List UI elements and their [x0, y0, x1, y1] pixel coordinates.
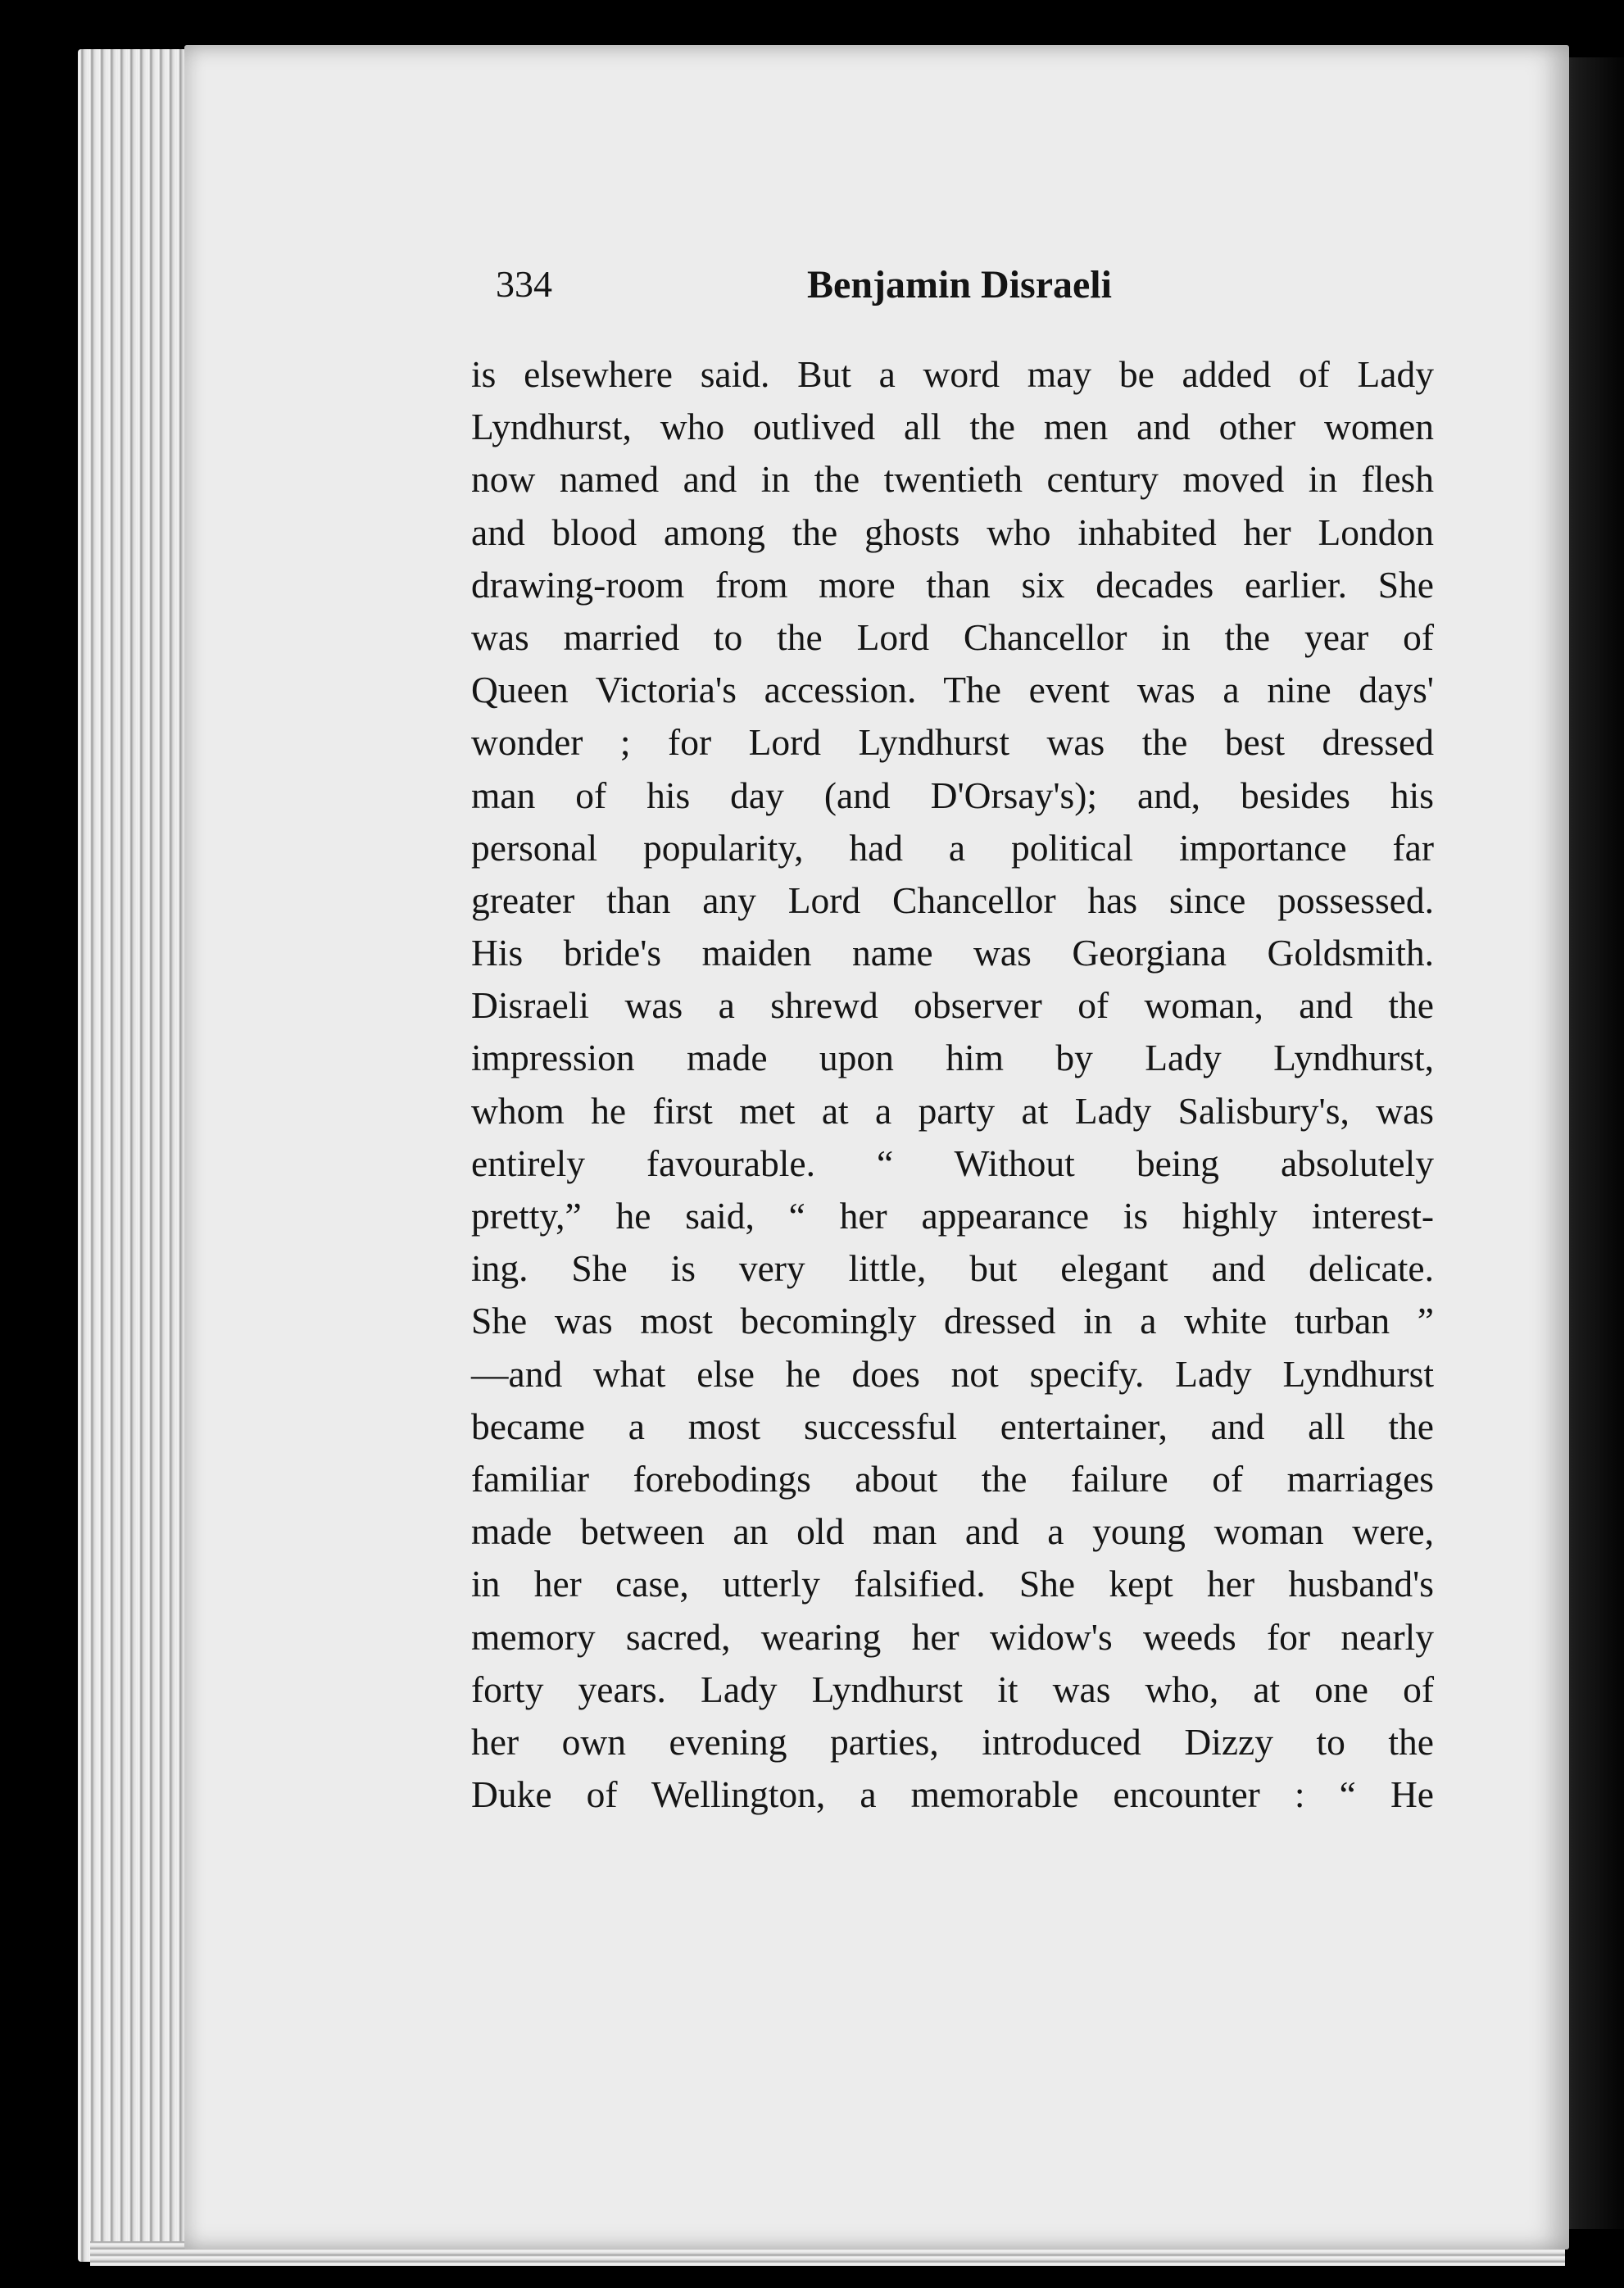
text-line: wonder ; for Lord Lyndhurst was the best dressed — [471, 721, 1434, 764]
text-line: Queen Victoria's accession. The event was a nine days' — [471, 669, 1434, 711]
page-header — [496, 262, 1430, 320]
text-line: She was most becomingly dressed in a white turban ” — [471, 1300, 1434, 1342]
text-line: pretty,” he said, “ her appearance is highly interest- — [471, 1195, 1434, 1237]
text-line: became a most successful entertainer, and all the — [471, 1405, 1434, 1447]
text-line: was married to the Lord Chancellor in the year of — [471, 615, 1434, 658]
text-line: memory sacred, wearing her widow's weeds for nearly — [471, 1615, 1434, 1658]
text-line: personal popularity, had a political importance far — [471, 826, 1434, 869]
text-line: greater than any Lord Chancellor has since possessed. — [471, 878, 1434, 921]
text-line: Disraeli was a shrewd observer of woman, and the — [471, 984, 1434, 1027]
text-line: forty years. Lady Lyndhurst it was who, at one of — [471, 1668, 1434, 1710]
text-line: drawing-room from more than six decades earlier. She — [471, 563, 1434, 606]
text-line: and blood among the ghosts who inhabited her London — [471, 511, 1434, 553]
text-line: entirely favourable. “ Without being absolutely — [471, 1142, 1434, 1184]
text-line: impression made upon him by Lady Lyndhurst, — [471, 1037, 1434, 1079]
text-line: Lyndhurst, who outlived all the men and other women — [471, 406, 1434, 448]
text-line: in her case, utterly falsified. She kept her husband's — [471, 1563, 1434, 1605]
text-line: His bride's maiden name was Georgiana Goldsmith. — [471, 932, 1434, 974]
text-line: is elsewhere said. But a word may be added of Lady — [471, 353, 1434, 395]
text-line: man of his day (and D'Orsay's); and, besides his — [471, 774, 1434, 816]
page-number: 334 — [496, 263, 552, 305]
body-text — [471, 348, 1434, 1821]
text-line: now named and in the twentieth century moved in flesh — [471, 458, 1434, 501]
text-line: familiar forebodings about the failure of marriages — [471, 1457, 1434, 1500]
running-title: Benjamin Disraeli — [807, 263, 1112, 306]
text-line: made between an old man and a young woman were, — [471, 1510, 1434, 1553]
text-line: ing. She is very little, but elegant and delicate. — [471, 1247, 1434, 1290]
text-line: her own evening parties, introduced Dizzy to the — [471, 1720, 1434, 1763]
text-line: whom he first met at a party at Lady Salisbury's, was — [471, 1089, 1434, 1132]
text-line: Duke of Wellington, a memorable encounter : “ He — [471, 1773, 1434, 1816]
text-line: —and what else he does not specify. Lady Lyndhurst — [471, 1352, 1434, 1395]
